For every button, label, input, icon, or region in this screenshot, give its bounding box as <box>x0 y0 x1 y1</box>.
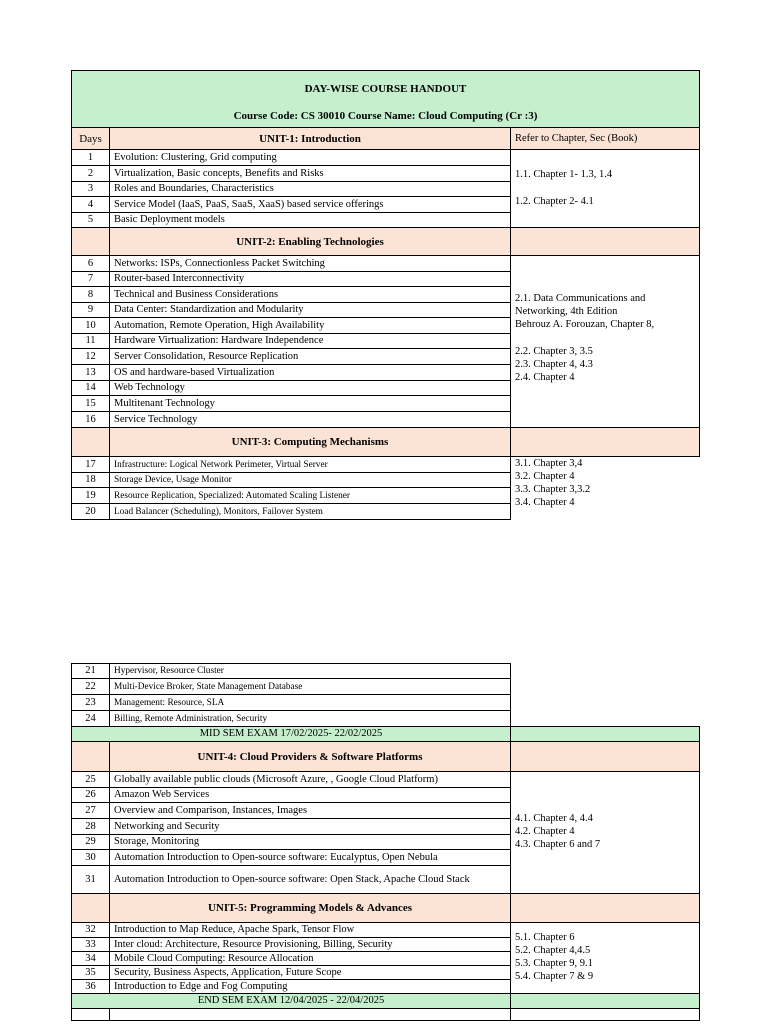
topic-cell: Storage Device, Usage Monitor <box>110 473 511 488</box>
day-number: 36 <box>72 980 110 994</box>
topic-cell: Automation Introduction to Open-source software: Open Stack, Apache Cloud Stack <box>110 866 511 894</box>
topic-cell: Service Technology <box>110 412 511 428</box>
ref-line: 4.2. Chapter 4 <box>515 826 575 837</box>
ref-line: 2.2. Chapter 3, 3.5 <box>515 346 593 357</box>
unit1-title: UNIT-1: Introduction <box>110 128 511 150</box>
topic-cell: Globally available public clouds (Microsoft Azure, , Google Cloud Platform) <box>110 772 511 788</box>
handout-table-page1 <box>71 70 700 520</box>
ref-line: 3.2. Chapter 4 <box>515 471 575 482</box>
ref-line: 5.4. Chapter 7 & 9 <box>515 971 594 982</box>
day-number: 35 <box>72 966 110 980</box>
day-number: 5 <box>72 213 110 228</box>
day-number: 22 <box>72 679 110 695</box>
topic-cell: Storage, Monitoring <box>110 835 511 850</box>
handout-table-page2 <box>71 663 700 1021</box>
topic-cell: Networking and Security <box>110 819 511 835</box>
ref-line: 5.2. Chapter 4,4.5 <box>515 945 591 956</box>
topic-cell: Router-based Interconnectivity <box>110 272 511 287</box>
ref-line: 4.1. Chapter 4, 4.4 <box>515 813 593 824</box>
topic-cell: Multi-Device Broker, State Management Database <box>110 679 511 695</box>
topic-cell: Evolution: Clustering, Grid computing <box>110 150 511 166</box>
ref-header: Refer to Chapter, Sec (Book) <box>511 128 700 150</box>
unit-head-blank <box>72 228 110 256</box>
unit3-refs <box>511 457 700 520</box>
day-number: 18 <box>72 473 110 488</box>
course-line: Course Code: CS 30010 Course Name: Cloud Computing (Cr :3) <box>72 105 700 128</box>
trailing-cell <box>511 1009 700 1021</box>
topic-cell: Management: Resource, SLA <box>110 695 511 711</box>
day-number: 31 <box>72 866 110 894</box>
topic-cell: Infrastructure: Logical Network Perimeter, Virtual Server <box>110 457 511 473</box>
day-number: 32 <box>72 923 110 938</box>
ref-line: Behrouz A. Forouzan, Chapter 8, <box>515 319 655 330</box>
unit-head-blank <box>72 428 110 457</box>
topic-cell: Hardware Virtualization: Hardware Independence <box>110 334 511 349</box>
ref-line: 4.3. Chapter 6 and 7 <box>515 839 601 850</box>
day-number: 20 <box>72 504 110 520</box>
day-number: 16 <box>72 412 110 428</box>
topic-cell: Service Model (IaaS, PaaS, SaaS, XaaS) based service offerings <box>110 197 511 213</box>
topic-cell: Networks: ISPs, Connectionless Packet Switching <box>110 256 511 272</box>
end-sem-exam: END SEM EXAM 12/04/2025 - 22/04/2025 <box>72 994 511 1009</box>
unit-head-blank <box>511 894 700 923</box>
exam-blank <box>511 727 700 742</box>
unit-head-blank <box>511 228 700 256</box>
trailing-cell <box>110 1009 511 1021</box>
topic-cell: Amazon Web Services <box>110 788 511 803</box>
day-number: 21 <box>72 664 110 679</box>
topic-cell: Introduction to Map Reduce, Apache Spark, Tensor Flow <box>110 923 511 938</box>
day-number: 12 <box>72 349 110 365</box>
topic-cell: Automation, Remote Operation, High Availability <box>110 318 511 334</box>
day-number: 7 <box>72 272 110 287</box>
day-number: 8 <box>72 287 110 303</box>
topic-cell: Security, Business Aspects, Application, Future Scope <box>110 966 511 980</box>
day-number: 14 <box>72 381 110 396</box>
topic-cell: Basic Deployment models <box>110 213 511 228</box>
day-number: 6 <box>72 256 110 272</box>
ref-line: 1.1. Chapter 1- 1.3, 1.4 <box>515 169 613 180</box>
ref-line: 2.1. Data Communications and <box>515 293 646 304</box>
ref-line: 1.2. Chapter 2- 4.1 <box>515 196 594 207</box>
unit3-title: UNIT-3: Computing Mechanisms <box>110 428 511 457</box>
ref-line: 3.3. Chapter 3,3.2 <box>515 484 591 495</box>
unit2-refs <box>511 256 700 428</box>
day-number: 2 <box>72 166 110 182</box>
unit2-title: UNIT-2: Enabling Technologies <box>110 228 511 256</box>
unit-head-blank <box>72 894 110 923</box>
mid-sem-exam: MID SEM EXAM 17/02/2025- 22/02/2025 <box>72 727 511 742</box>
topic-cell: Overview and Comparison, Instances, Images <box>110 803 511 819</box>
topic-cell: Inter cloud: Architecture, Resource Provisioning, Billing, Security <box>110 938 511 952</box>
unit5-title: UNIT-5: Programming Models & Advances <box>110 894 511 923</box>
unit4-refs <box>511 772 700 894</box>
day-number: 23 <box>72 695 110 711</box>
exam-blank <box>511 994 700 1009</box>
day-number: 33 <box>72 938 110 952</box>
day-number: 1 <box>72 150 110 166</box>
topic-cell: Roles and Boundaries, Characteristics <box>110 182 511 197</box>
ref-line: 3.4. Chapter 4 <box>515 497 575 508</box>
day-number: 26 <box>72 788 110 803</box>
topic-cell: Hypervisor, Resource Cluster <box>110 664 511 679</box>
ref-line: 5.1. Chapter 6 <box>515 932 575 943</box>
day-number: 3 <box>72 182 110 197</box>
topic-cell: Data Center: Standardization and Modularity <box>110 303 511 318</box>
unit-head-blank <box>511 742 700 772</box>
unit-head-blank <box>72 742 110 772</box>
day-number: 34 <box>72 952 110 966</box>
topic-cell: Automation Introduction to Open-source software: Eucalyptus, Open Nebula <box>110 850 511 866</box>
ref-line: 2.3. Chapter 4, 4.3 <box>515 359 593 370</box>
topic-cell: Technical and Business Considerations <box>110 287 511 303</box>
unit4-title: UNIT-4: Cloud Providers & Software Platforms <box>110 742 511 772</box>
ref-line: 3.1. Chapter 3,4 <box>515 458 583 469</box>
day-number: 15 <box>72 396 110 412</box>
trailing-cell <box>72 1009 110 1021</box>
unit-head-blank <box>511 428 700 457</box>
day-number: 27 <box>72 803 110 819</box>
unit5-refs <box>511 923 700 994</box>
day-number: 24 <box>72 711 110 727</box>
handout-title: DAY-WISE COURSE HANDOUT <box>72 71 700 105</box>
day-number: 19 <box>72 488 110 504</box>
topic-cell: Resource Replication, Specialized: Automated Scaling Listener <box>110 488 511 504</box>
ref-line: Networking, 4th Edition <box>515 306 618 317</box>
day-number: 25 <box>72 772 110 788</box>
topic-cell: Load Balancer (Scheduling), Monitors, Failover System <box>110 504 511 520</box>
day-number: 17 <box>72 457 110 473</box>
day-number: 4 <box>72 197 110 213</box>
ref-line: 5.3. Chapter 9, 9.1 <box>515 958 593 969</box>
topic-cell: Mobile Cloud Computing: Resource Allocation <box>110 952 511 966</box>
day-number: 30 <box>72 850 110 866</box>
day-number: 28 <box>72 819 110 835</box>
day-number: 13 <box>72 365 110 381</box>
topic-cell: Billing, Remote Administration, Security <box>110 711 511 727</box>
topic-cell: Introduction to Edge and Fog Computing <box>110 980 511 994</box>
day-number: 9 <box>72 303 110 318</box>
day-number: 29 <box>72 835 110 850</box>
topic-cell: OS and hardware-based Virtualization <box>110 365 511 381</box>
day-number: 10 <box>72 318 110 334</box>
unit3-refs-continued <box>511 664 700 727</box>
ref-line: 2.4. Chapter 4 <box>515 372 575 383</box>
topic-cell: Virtualization, Basic concepts, Benefits and Risks <box>110 166 511 182</box>
days-header: Days <box>72 128 110 150</box>
topic-cell: Server Consolidation, Resource Replication <box>110 349 511 365</box>
topic-cell: Web Technology <box>110 381 511 396</box>
day-number: 11 <box>72 334 110 349</box>
unit1-refs <box>511 150 700 228</box>
topic-cell: Multitenant Technology <box>110 396 511 412</box>
